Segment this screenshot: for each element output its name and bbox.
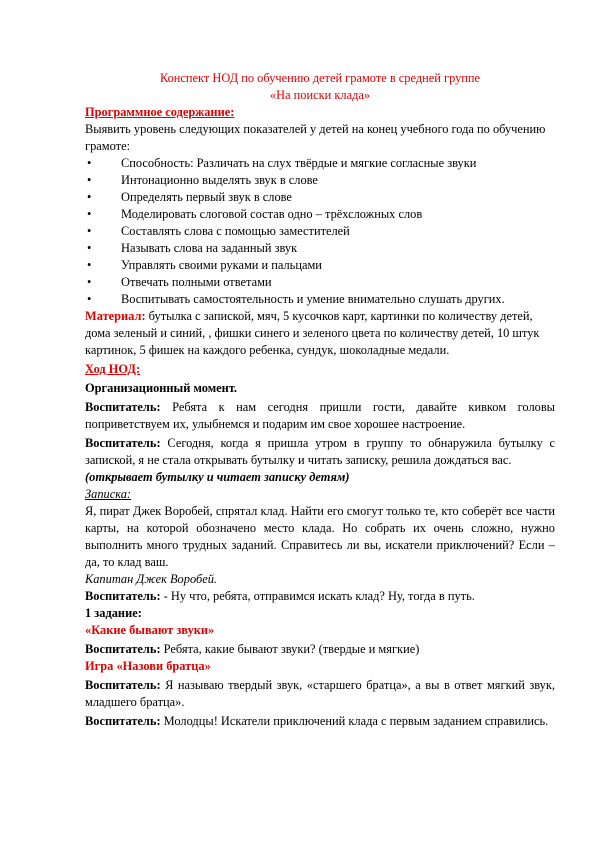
note-text: Я, пират Джек Воробей, спрятал клад. Найти его смогут только те, кто соберёт все части карты, на которой обозначено место клада. Но собрать их очень сложно, нужно выполнить много трудных заданий. Справитесь ли вы, искатели приключений? Если – да, то клад ваш.: [85, 504, 555, 569]
speaker-label: Воспитатель:: [85, 678, 161, 692]
course-heading: Ход НОД:: [85, 362, 141, 376]
list-item: • Моделировать слоговой состав одно – трёхсложных слов: [85, 206, 555, 223]
note-signature: Капитан Джек Воробей.: [85, 572, 218, 586]
game-title: Игра «Назови братца»: [85, 659, 211, 673]
teacher-text: Ребята, какие бывают звуки? (твердые и мягкие): [160, 642, 420, 656]
speaker-label: Воспитатель:: [85, 400, 161, 414]
teacher-text: Сегодня, когда я пришла утром в группу то обнаружила бутылку с запиской, я не стала открывать бутылку и читать записку, решила дождаться вас.: [85, 436, 555, 467]
list-item: • Отвечать полными ответами: [85, 274, 555, 291]
material-label: Материал:: [85, 309, 146, 323]
list-item: • Интонационно выделять звук в слове: [85, 172, 555, 189]
program-list: [85, 155, 555, 308]
teacher-line-4: [85, 641, 555, 658]
stage-direction: (открывает бутылку и читает записку детям): [85, 470, 350, 484]
teacher-text: - Ну что, ребята, отправимся искать клад? Ну, тогда в путь.: [160, 589, 475, 603]
material-text: бутылка с запиской, мяч, 5 кусочков карт, картинки по количеству детей, дома зеленый и синий, , фишки синего и зеленого цвета по количеству детей, 10 штук картинок, 5 фишек на каждого ребенка, сундук, шоколадные медали.: [85, 309, 540, 357]
speaker-label: Воспитатель:: [85, 436, 161, 450]
program-heading: Программное содержание:: [85, 105, 235, 119]
speaker-label: Воспитатель:: [85, 589, 161, 603]
teacher-text: Я называю твердый звук, «старшего братца», а вы в ответ мягкий звук, младшего братца».: [85, 678, 555, 709]
list-item: • Управлять своими руками и пальцами: [85, 257, 555, 274]
speaker-label: Воспитатель:: [85, 642, 161, 656]
material-paragraph: [85, 308, 555, 359]
task-1-title: «Какие бывают звуки»: [85, 623, 215, 637]
task-1-label: 1 задание:: [85, 606, 142, 620]
document-page: [85, 70, 555, 730]
list-item: • Определять первый звук в слове: [85, 189, 555, 206]
program-intro: Выявить уровень следующих показателей у детей на конец учебного года по обучению грамоте:: [85, 122, 546, 153]
teacher-text: Ребята к нам сегодня пришли гости, давайте кивком головы поприветствуем их, улыбнемся и подарим им свое хорошее настроение.: [85, 400, 555, 431]
document-title: Конспект НОД по обучению детей грамоте в средней группе: [159, 71, 481, 85]
note-label: Записка:: [85, 487, 132, 501]
list-item: • Способность: Различать на слух твёрдые и мягкие согласные звуки: [85, 155, 555, 172]
list-item: • Называть слова на заданный звук: [85, 240, 555, 257]
document-subtitle: «На поиски клада»: [269, 88, 371, 102]
teacher-line-3: [85, 588, 555, 605]
teacher-line-6: [85, 713, 555, 730]
teacher-line-5: [85, 677, 555, 711]
teacher-line-1: [85, 399, 555, 433]
list-item: • Составлять слова с помощью заместителей: [85, 223, 555, 240]
teacher-text: Молодцы! Искатели приключений клада с первым заданием справились.: [160, 714, 549, 728]
org-moment: Организационный момент.: [85, 381, 238, 395]
teacher-line-2: [85, 435, 555, 469]
list-item: • Воспитывать самостоятельность и умение внимательно слушать других.: [85, 291, 555, 308]
speaker-label: Воспитатель:: [85, 714, 161, 728]
